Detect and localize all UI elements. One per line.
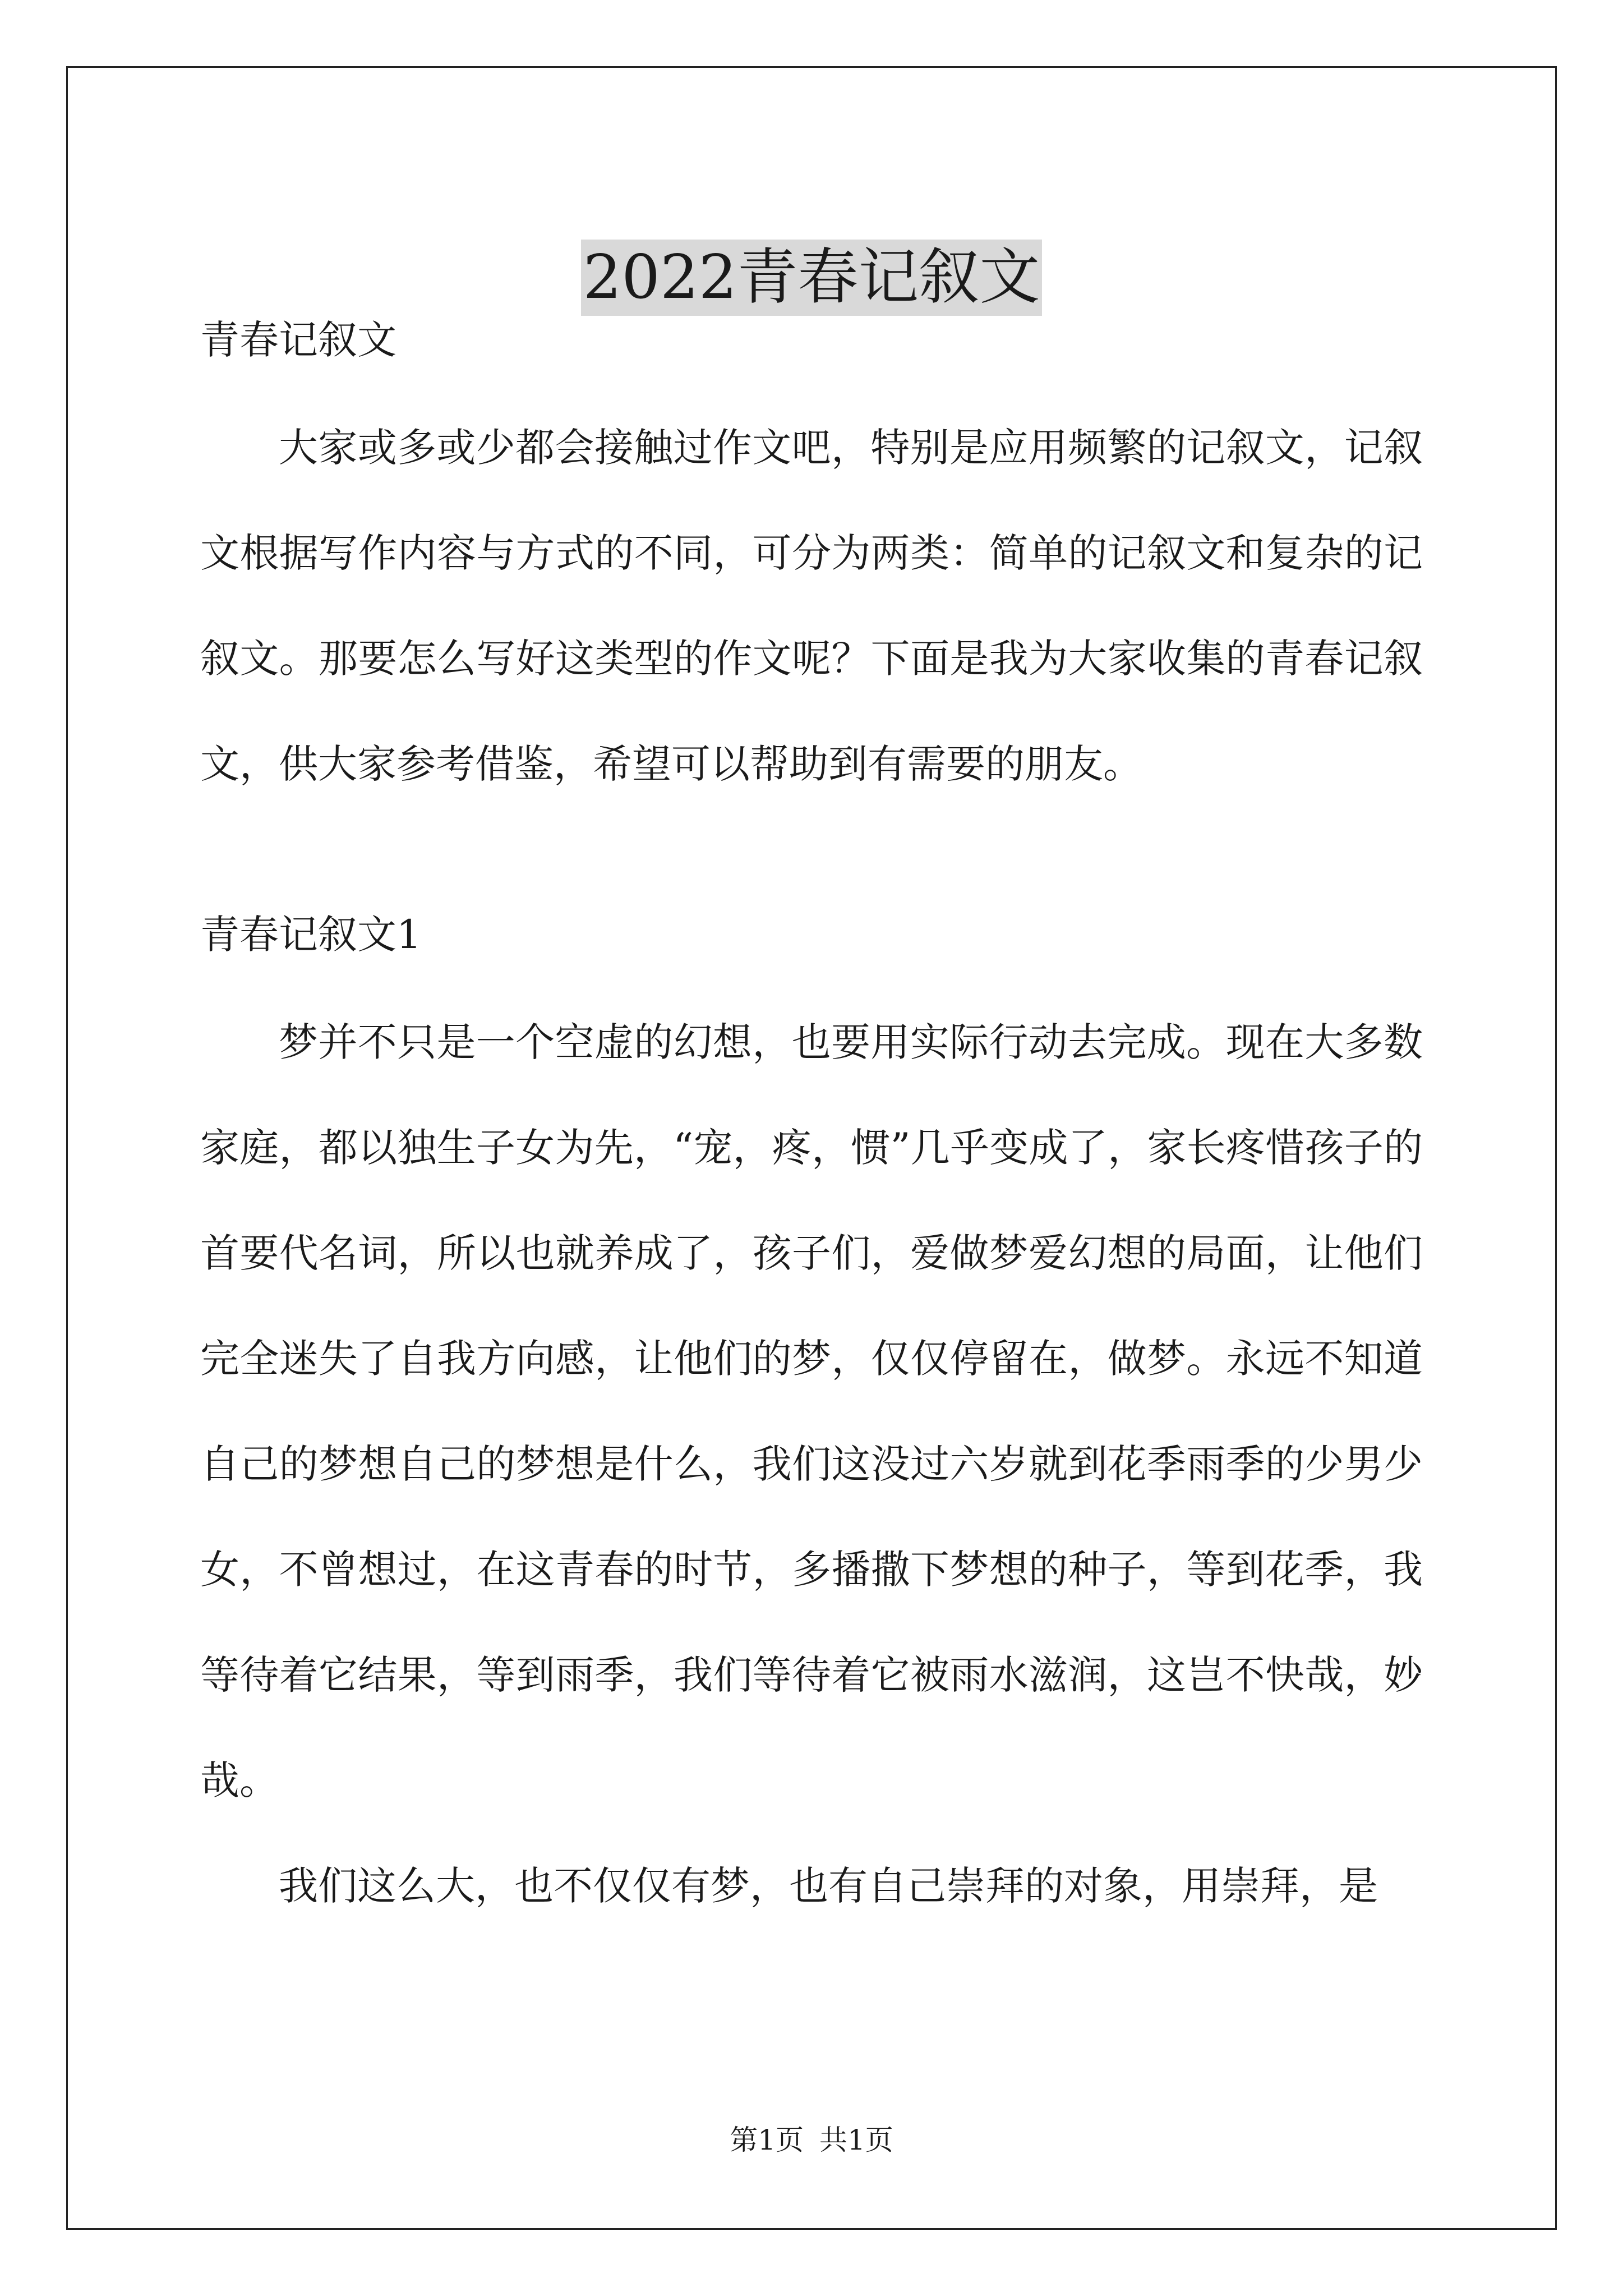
page-number-total: 共1页: [819, 2124, 893, 2156]
section1-heading: 青春记叙文1: [200, 912, 422, 958]
intro-heading: 青春记叙文: [200, 317, 396, 363]
intro-paragraph: 大家或多或少都会接触过作文吧，特别是应用频繁的记叙文，记叙文根据写作内容与方式的不同，可分为两类：简单的记叙文和复杂的记叙文。那要怎么写好这类型的作文呢？下面是我为大家收集的青春记叙文，供大家参考借鉴，希望可以帮助到有需要的朋友。: [200, 425, 1423, 787]
section1-paragraph: 我们这么大，也不仅仅有梦，也有自己崇拜的对象，用崇拜，是: [279, 1863, 1378, 1909]
page-number-current: 第1页: [730, 2124, 804, 2156]
document-title: 2022青春记叙文: [581, 240, 1043, 316]
document-body: [200, 306, 1423, 1939]
section1-paragraph: 梦并不只是一个空虚的幻想，也要用实际行动去完成。现在大多数家庭，都以独生子女为先，“宠，疼，惯”几乎变成了，家长疼惜孩子的首要代名词，所以也就养成了，孩子们，爱做梦爱幻想的局面，让他们完全迷失了自我方向感，让他们的梦，仅仅停留在，做梦。永远不知道自己的梦想自己的梦想是什么，我们这没过六岁就到花季雨季的少男少女，不曾想过，在这青春的时节，多播撒下梦想的种子，等到花季，我等待着它结果，等到雨季，我们等待着它被雨水滋润，这岂不快哉，妙哉。: [200, 1019, 1423, 1803]
page-footer: [0, 2123, 1623, 2157]
